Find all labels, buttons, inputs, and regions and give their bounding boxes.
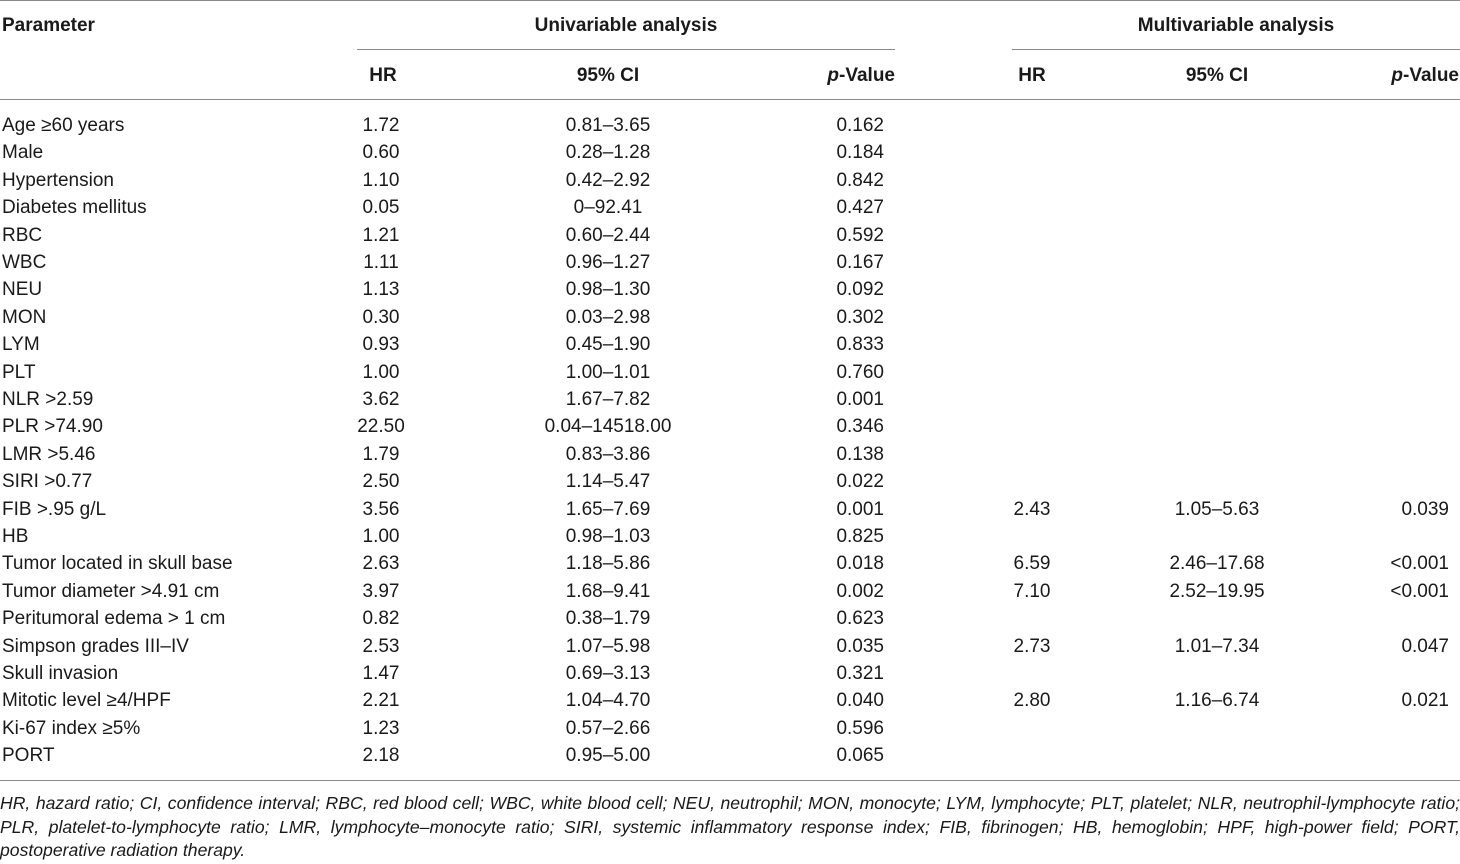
cell-univariable-pvalue: 0.184 bbox=[836, 142, 884, 164]
cell-univariable-pvalue: 0.018 bbox=[836, 553, 884, 575]
cell-univariable-pvalue: 0.065 bbox=[836, 745, 884, 767]
cell-univariable-hr: 1.00 bbox=[362, 361, 400, 383]
cell-parameter: Ki-67 index ≥5% bbox=[2, 717, 141, 739]
cell-univariable-hr: 1.23 bbox=[362, 717, 400, 739]
cell-univariable-ci: 0.28–1.28 bbox=[565, 142, 651, 164]
cell-multivariable-pvalue: <0.001 bbox=[1390, 580, 1449, 602]
cell-univariable-ci: 0.96–1.27 bbox=[565, 252, 651, 273]
cell-multivariable-ci: 1.16–6.74 bbox=[1174, 690, 1260, 712]
cell-univariable-ci: 0.69–3.13 bbox=[565, 663, 651, 684]
header-parameter: Parameter bbox=[2, 15, 95, 36]
cell-parameter: PORT bbox=[2, 745, 55, 767]
cell-univariable-ci: 1.00–1.01 bbox=[565, 361, 651, 383]
cell-univariable-pvalue: 0.162 bbox=[836, 115, 884, 136]
cell-univariable-hr: 0.30 bbox=[362, 306, 400, 328]
cell-univariable-hr: 22.50 bbox=[357, 416, 405, 438]
cell-parameter: SIRI >0.77 bbox=[2, 471, 93, 493]
cell-multivariable-hr: 2.43 bbox=[1013, 498, 1051, 520]
header-univariable-hr: HR bbox=[369, 65, 397, 86]
cell-univariable-hr: 3.56 bbox=[362, 498, 400, 520]
cell-univariable-ci: 1.04–4.70 bbox=[565, 690, 651, 712]
cell-univariable-pvalue: 0.035 bbox=[836, 635, 884, 657]
cell-univariable-pvalue: 0.833 bbox=[836, 334, 884, 356]
cell-univariable-hr: 0.93 bbox=[362, 334, 400, 356]
cell-univariable-pvalue: 0.002 bbox=[836, 580, 884, 602]
header-univariable-ci: 95% CI bbox=[576, 65, 640, 86]
cell-multivariable-ci: 1.05–5.63 bbox=[1174, 498, 1260, 520]
cell-parameter: Tumor diameter >4.91 cm bbox=[2, 580, 220, 602]
cell-univariable-ci: 0.95–5.00 bbox=[565, 745, 651, 767]
cell-univariable-pvalue: 0.842 bbox=[836, 169, 884, 191]
cell-univariable-ci: 0.45–1.90 bbox=[565, 334, 651, 356]
multivariable-group-rule bbox=[1012, 49, 1460, 50]
header-multivariable: Multivariable analysis bbox=[1137, 15, 1335, 36]
cell-univariable-ci: 1.68–9.41 bbox=[565, 580, 651, 602]
cell-parameter: Peritumoral edema > 1 cm bbox=[2, 608, 226, 630]
cell-univariable-ci: 1.18–5.86 bbox=[565, 553, 651, 575]
cell-univariable-hr: 1.47 bbox=[362, 663, 400, 684]
table-bottom-rule bbox=[0, 780, 1460, 781]
cell-parameter: Hypertension bbox=[2, 169, 114, 191]
cell-univariable-pvalue: 0.321 bbox=[836, 663, 884, 684]
header-multivariable-pvalue bbox=[1391, 65, 1459, 87]
cell-univariable-hr: 2.53 bbox=[362, 635, 400, 657]
cell-univariable-hr: 0.05 bbox=[362, 197, 400, 219]
cell-parameter: Skull invasion bbox=[2, 663, 119, 684]
cell-parameter: HB bbox=[2, 526, 29, 547]
cell-parameter: NEU bbox=[2, 279, 43, 301]
cell-parameter: Mitotic level ≥4/HPF bbox=[2, 690, 171, 712]
cell-univariable-pvalue: 0.592 bbox=[836, 224, 884, 246]
top-rule bbox=[0, 0, 1460, 1]
cell-multivariable-hr: 6.59 bbox=[1013, 553, 1051, 575]
cell-parameter: LYM bbox=[2, 334, 40, 356]
p-value-suffix: -Value bbox=[839, 65, 895, 86]
cell-univariable-ci: 0.98–1.03 bbox=[565, 526, 651, 547]
cell-parameter: MON bbox=[2, 306, 47, 328]
cell-univariable-hr: 2.63 bbox=[362, 553, 400, 575]
cell-univariable-hr: 0.60 bbox=[362, 142, 400, 164]
cell-univariable-ci: 0.04–14518.00 bbox=[544, 416, 672, 438]
cell-univariable-ci: 1.14–5.47 bbox=[565, 471, 651, 493]
cell-univariable-ci: 0.81–3.65 bbox=[565, 115, 651, 136]
cell-univariable-ci: 1.65–7.69 bbox=[565, 498, 651, 520]
cell-parameter: PLT bbox=[2, 361, 36, 383]
cell-univariable-ci: 1.67–7.82 bbox=[565, 389, 651, 410]
cell-univariable-ci: 0.03–2.98 bbox=[565, 306, 651, 328]
cell-multivariable-hr: 2.73 bbox=[1013, 635, 1051, 657]
header-univariable: Univariable analysis bbox=[534, 15, 718, 36]
cell-univariable-hr: 1.72 bbox=[362, 115, 400, 136]
cell-univariable-hr: 1.79 bbox=[362, 443, 400, 465]
table-footnote: HR, hazard ratio; CI, confidence interval; RBC, red blood cell; WBC, white blood cell; NEU, neutrophil; MON, monocyte; LYM, lymphocyte; PLT, platelet; NLR, neutrophil-lymphocyte ratio; PLR, platelet-to-lymphocyte ratio; LMR, lymphocyte–monocyte ratio; SIRI, systemic inflammatory response index; FIB, fibrinogen; HB, hemoglobin; HPF, high-power field; PORT, postoperative radiation therapy. bbox=[0, 793, 1460, 860]
cell-univariable-pvalue: 0.167 bbox=[836, 252, 884, 273]
cell-multivariable-pvalue: 0.039 bbox=[1401, 498, 1449, 520]
cell-univariable-pvalue: 0.346 bbox=[836, 416, 884, 438]
header-univariable-pvalue bbox=[827, 65, 895, 87]
cell-multivariable-hr: 7.10 bbox=[1013, 580, 1051, 602]
cell-parameter: Tumor located in skull base bbox=[2, 553, 233, 575]
cell-univariable-ci: 1.07–5.98 bbox=[565, 635, 651, 657]
cell-univariable-hr: 1.00 bbox=[362, 526, 400, 547]
cell-multivariable-ci: 1.01–7.34 bbox=[1174, 635, 1260, 657]
cell-parameter: NLR >2.59 bbox=[2, 389, 94, 410]
cell-univariable-pvalue: 0.302 bbox=[836, 306, 884, 328]
cell-univariable-hr: 1.13 bbox=[362, 279, 400, 301]
univariable-group-rule bbox=[357, 49, 895, 50]
cell-multivariable-ci: 2.46–17.68 bbox=[1169, 553, 1265, 575]
cell-univariable-hr: 0.82 bbox=[362, 608, 400, 630]
cell-univariable-pvalue: 0.760 bbox=[836, 361, 884, 383]
cell-univariable-hr: 1.11 bbox=[363, 252, 399, 273]
cell-univariable-hr: 3.62 bbox=[362, 389, 400, 410]
cell-univariable-hr: 1.10 bbox=[362, 169, 400, 191]
p-italic: p bbox=[1391, 65, 1404, 86]
cell-univariable-ci: 0–92.41 bbox=[573, 197, 643, 219]
cell-univariable-ci: 0.38–1.79 bbox=[565, 608, 651, 630]
cell-parameter: PLR >74.90 bbox=[2, 416, 103, 438]
cell-univariable-pvalue: 0.040 bbox=[836, 690, 884, 712]
cell-parameter: RBC bbox=[2, 224, 43, 246]
cell-univariable-pvalue: 0.623 bbox=[836, 608, 884, 630]
cell-multivariable-hr: 2.80 bbox=[1013, 690, 1051, 712]
cell-multivariable-pvalue: 0.021 bbox=[1401, 690, 1449, 712]
cell-multivariable-pvalue: <0.001 bbox=[1390, 553, 1449, 575]
header-multivariable-hr: HR bbox=[1018, 65, 1046, 86]
cell-parameter: FIB >.95 g/L bbox=[2, 498, 107, 520]
cell-parameter: WBC bbox=[2, 252, 47, 273]
header-multivariable-ci: 95% CI bbox=[1185, 65, 1249, 86]
cell-univariable-pvalue: 0.427 bbox=[836, 197, 884, 219]
cell-univariable-hr: 2.21 bbox=[362, 690, 400, 712]
p-italic: p bbox=[827, 65, 840, 86]
p-value-suffix: -Value bbox=[1403, 65, 1459, 86]
cell-parameter: Simpson grades III–IV bbox=[2, 635, 189, 657]
cell-univariable-pvalue: 0.001 bbox=[836, 498, 884, 520]
cell-univariable-pvalue: 0.596 bbox=[836, 717, 884, 739]
cell-univariable-ci: 0.98–1.30 bbox=[565, 279, 651, 301]
cell-parameter: Age ≥60 years bbox=[2, 115, 125, 136]
cell-univariable-ci: 0.57–2.66 bbox=[565, 717, 651, 739]
cell-parameter: LMR >5.46 bbox=[2, 443, 96, 465]
cell-univariable-ci: 0.83–3.86 bbox=[565, 443, 651, 465]
cell-univariable-pvalue: 0.092 bbox=[836, 279, 884, 301]
cell-univariable-hr: 3.97 bbox=[362, 580, 400, 602]
cell-univariable-pvalue: 0.001 bbox=[836, 389, 884, 410]
cell-univariable-pvalue: 0.825 bbox=[836, 526, 884, 547]
cell-univariable-hr: 2.50 bbox=[362, 471, 400, 493]
cell-univariable-ci: 0.42–2.92 bbox=[565, 169, 651, 191]
cell-multivariable-ci: 2.52–19.95 bbox=[1169, 580, 1265, 602]
cell-multivariable-pvalue: 0.047 bbox=[1401, 635, 1449, 657]
cell-univariable-ci: 0.60–2.44 bbox=[565, 224, 651, 246]
cell-univariable-pvalue: 0.138 bbox=[836, 443, 884, 465]
cell-univariable-pvalue: 0.022 bbox=[836, 471, 884, 493]
cell-parameter: Diabetes mellitus bbox=[2, 197, 147, 219]
header-bottom-rule bbox=[0, 99, 1460, 100]
cell-parameter: Male bbox=[2, 142, 44, 164]
cell-univariable-hr: 2.18 bbox=[362, 745, 400, 767]
cell-univariable-hr: 1.21 bbox=[362, 224, 400, 246]
